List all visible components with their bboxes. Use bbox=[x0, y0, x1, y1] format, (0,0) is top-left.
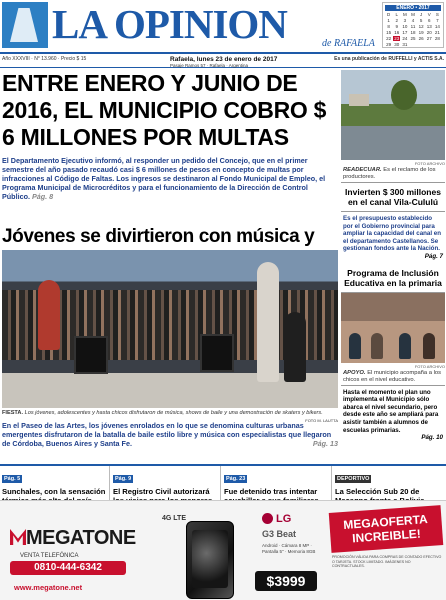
ad-legal-text: PROMOCIÓN VÁLIDA PARA COMPRAS DE CONTADO EFECTIVO O TARJETA. STOCK LIMITADO. IMÁGENES NO CONTRACTUALES. bbox=[332, 555, 442, 568]
calendar-day: 16 bbox=[394, 30, 400, 35]
megatone-ad[interactable] bbox=[0, 500, 446, 600]
second-caption-text: Los jóvenes, adolescentes y hasta chicos disfrutaron de música, shows de baile y una demostración de skaters y bikers. bbox=[24, 410, 323, 416]
calendar-day: 3 bbox=[403, 18, 407, 23]
info-bar bbox=[0, 52, 446, 68]
calendar-day: 7 bbox=[436, 18, 439, 23]
calendar-day: M bbox=[402, 12, 407, 17]
calendar-day: 31 bbox=[402, 42, 408, 47]
ad-model: G3 Beat bbox=[262, 529, 297, 539]
teaser-seleccion[interactable] bbox=[333, 466, 446, 502]
second-body bbox=[2, 421, 338, 448]
teaser-detenido[interactable] bbox=[222, 466, 332, 502]
issue-date: Rafaela, lunes 23 de enero de 2017 bbox=[170, 56, 278, 63]
lead-body-text: El Departamento Ejecutivo informó, al responder un pedido del Concejo, que en el primer semestre del año pasado recaudó casi $ 6 millones de pesos en concepto de multas por infracciones al Código de Faltas. Los ingresos se destinaron al Fondo Municipal de Empleo, el Programa Municipal de Microcréditos y para el funcionamiento de la Dirección de Control Público. bbox=[2, 156, 326, 201]
calendar-day: 29 bbox=[386, 42, 392, 47]
inclusion-body-text: Hasta el momento el plan uno implementa el Municipio sólo abarca el nivel secundario, pero desde este año se ampliará para asistir también a alumnos de escuelas primarias. bbox=[343, 388, 439, 434]
calendar-day: 18 bbox=[410, 30, 416, 35]
brand-subtitle: de RAFAELA bbox=[322, 38, 375, 49]
calendar-day: 9 bbox=[395, 24, 398, 29]
calendar-day: D bbox=[386, 12, 391, 17]
calendar-day: 30 bbox=[394, 42, 400, 47]
calendar-day: 8 bbox=[387, 24, 390, 29]
dance-battle-photo bbox=[2, 250, 338, 408]
ad-phone-number[interactable]: 0810-444-6342 bbox=[10, 561, 126, 575]
ad-lte-label: 4G LTE bbox=[162, 515, 186, 522]
calendar-day: 4 bbox=[411, 18, 415, 23]
brand-title: LA OPINION bbox=[52, 1, 287, 47]
teaser-text: El Registro Civil autorizará bbox=[113, 487, 210, 496]
second-photo-credit: FOTO M. LAUTTA bbox=[305, 418, 338, 423]
canal-body bbox=[341, 212, 445, 264]
second-caption-kicker: FIESTA. bbox=[2, 410, 24, 416]
canal-headline[interactable]: Invierten $ 300 millones en el canal Vila-Cululú bbox=[341, 183, 445, 212]
lead-body bbox=[2, 156, 336, 201]
lead-headline[interactable]: ENTRE ENERO Y JUNIO DE 2016, EL MUNICIPIO COBRO $ 6 MILLONES POR MULTAS bbox=[2, 70, 327, 150]
second-body-text: En el Paseo de las Artes, los jóvenes enrolados en lo que se denomina culturas urbanas emergentes disfrutaron de la batalla de baile estilo libre y música con especialistas que llegaron de Córdoba, Buenos Aires y Santa Fe. bbox=[2, 421, 332, 448]
second-page-ref[interactable]: Pág. 13 bbox=[312, 439, 338, 448]
ad-website-link[interactable]: www.megatone.net bbox=[14, 583, 83, 592]
ad-brand: MEGATONE bbox=[26, 527, 136, 549]
inclusion-body bbox=[341, 386, 445, 445]
calendar-day: 12 bbox=[418, 24, 424, 29]
teaser-sunchales[interactable] bbox=[0, 466, 110, 502]
lead-page-ref[interactable]: Pág. 8 bbox=[31, 192, 54, 201]
canal-page-ref[interactable]: Pág. 7 bbox=[424, 252, 443, 260]
teaser-strip bbox=[0, 464, 446, 500]
edition-info: Año XXXVIII · N° 13.960 · Precio $ 15 bbox=[2, 56, 87, 62]
masthead bbox=[0, 0, 446, 52]
calendar-day: 20 bbox=[426, 30, 432, 35]
calendar bbox=[382, 2, 444, 48]
calendar-day: 11 bbox=[410, 24, 416, 29]
field-photo bbox=[341, 70, 445, 160]
calendar-day: L bbox=[395, 12, 398, 17]
teaser-tag: Pág. 9 bbox=[115, 476, 132, 482]
calendar-day: 14 bbox=[434, 24, 440, 29]
calendar-day: 5 bbox=[419, 18, 423, 23]
second-headline[interactable]: Jóvenes se divirtieron con música y bbox=[2, 226, 315, 247]
calendar-day: J bbox=[420, 12, 423, 17]
calendar-day: 13 bbox=[426, 24, 432, 29]
calendar-day: 25 bbox=[410, 36, 416, 41]
calendar-day: 27 bbox=[426, 36, 432, 41]
caption2-kicker: APOYO. bbox=[343, 369, 366, 376]
calendar-day: 2 bbox=[395, 18, 398, 23]
calendar-day: 28 bbox=[434, 36, 440, 41]
megaoferta-badge: MEGAOFERTA INCREIBLE! bbox=[329, 505, 444, 553]
logo-icon bbox=[2, 2, 48, 48]
photo2-credit: FOTO ARCHIVO bbox=[414, 363, 445, 369]
inclusion-headline[interactable]: Programa de Inclusión Educativa en la primaria bbox=[341, 264, 445, 293]
classroom-photo bbox=[341, 293, 445, 363]
calendar-day: 26 bbox=[418, 36, 424, 41]
photo2-caption bbox=[341, 369, 445, 386]
right-column bbox=[341, 70, 445, 445]
calendar-day: 17 bbox=[402, 30, 408, 35]
calendar-title: ENERO • 2017 bbox=[385, 5, 441, 11]
photo-caption bbox=[341, 166, 445, 183]
ad-venta-label: VENTA TELEFÓNICA bbox=[20, 553, 79, 559]
teaser-tag: Pág. 23 bbox=[226, 476, 246, 482]
calendar-day: S bbox=[435, 12, 439, 17]
teaser-text: Fue detenido tras intentar bbox=[224, 487, 318, 496]
caption-text: Es el reclamo de los productores. bbox=[343, 167, 436, 180]
calendar-day: 1 bbox=[387, 18, 390, 23]
calendar-day: 23 bbox=[394, 36, 400, 41]
calendar-day: 15 bbox=[386, 30, 392, 35]
publisher: Es una publicación de RUFFELLI y ACTIS S.A. bbox=[334, 56, 444, 62]
calendar-day: 19 bbox=[418, 30, 424, 35]
teaser-text: Sunchales, con la sensación bbox=[2, 487, 106, 496]
lg-logo: LG bbox=[262, 513, 291, 525]
teaser-tag: Pág. 5 bbox=[4, 476, 21, 482]
calendar-day: V bbox=[427, 12, 431, 17]
canal-body-text: Es el presupuesto establecido por el Gobierno provincial para ampliar la capacidad del canal en el departamento Castellanos. Se gestionan fondos ante la Nación. bbox=[343, 215, 442, 253]
inclusion-page-ref[interactable]: Pág. 10 bbox=[421, 434, 443, 442]
address: Pasaje Ramos 57 · Rafaela · Argentina bbox=[170, 63, 249, 68]
calendar-day: 24 bbox=[402, 36, 408, 41]
ad-specs: Android · Cámara 8 MP · Pantalla 5" · Memoria 8GB bbox=[262, 543, 316, 554]
ad-price: $3999 bbox=[255, 571, 317, 591]
teaser-registro[interactable] bbox=[111, 466, 221, 502]
teaser-text: La Selección Sub 20 de bbox=[335, 487, 420, 496]
photo-credit: FOTO ARCHIVO bbox=[414, 161, 445, 166]
caption2-text: El municipio acompaña a los chicos en el nivel educativo. bbox=[343, 369, 441, 383]
teaser-tag: DEPORTIVO bbox=[337, 476, 370, 482]
calendar-day: 21 bbox=[434, 30, 440, 35]
calendar-day: 6 bbox=[428, 18, 431, 23]
calendar-day: 22 bbox=[386, 36, 392, 41]
caption-kicker: READECUAR. bbox=[343, 167, 382, 173]
calendar-day: M bbox=[411, 12, 415, 17]
smartphone-image bbox=[186, 521, 234, 599]
calendar-day: 10 bbox=[402, 24, 408, 29]
